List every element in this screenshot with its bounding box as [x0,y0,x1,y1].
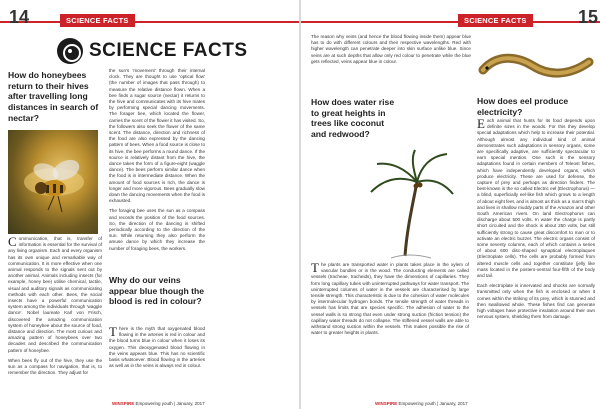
paragraph: the sun's 'movement' through their internal clock. They are thought to use 'optical flow' (the number of images that pass through) to measure the relative distance flown. When a bee finds a sugar source (nectar) it returns to the hive and communicates with its hive mates by performing special dancing movements. The forager bee, which located the flower, carries the scent of the flower it has visited. So, the followers also seek the flower of the same scent. The distance, direction and richness of the food are also expressed by the dancing pattern of bees. When a food source is close to its hive, the bee performs a round dance. If the source is relatively distant from the hive, the dance takes the form of a figure-eight (waggle dance). The bees perform similar dance when the food is in intermediate distance. When the amount of food sources is rich, the dance is longer and more vigorous. Bees gradually slow down the dancing movements when the food is exhausted. [109,68,206,204]
eel-body [477,118,595,325]
paragraph: ach animal that hunts for its food depends upon definite sizes in the woods. For this they develop special adaptations which help to increase their potential. Although almost any individual kind of animal demonstrates such adaptations in sensory organs, some are specifically adaptive, are sufficiently spectacular to earn special mention. One such is the sensory adaptations found in certain members of Teleost fishes, which have independently developed organs, which produce electricity. These are used for defense, the capture of prey and perhaps as direction finders. The best-known is the so called Electric eel (Electrophorus) — a blind, superficially eel-like fish which grows to a length of about eight feet, and is almost as thick as a man's thigh and lives in shallow muddy parts of the Amazon and other South American rivers. On land Electrophorus can discharge about 500 volts. In water the charge is partly short circuited and the shock is about 250 volts, but still sufficiently strong to cause great discomfort to man or to activate an electric buzzer. The electric organs consist of some seventy columns, each of which contains a series of about 600 disc-shaped synaptical electroplaques (Electroplate cells). The cells are probably formed from altered muscle cells and together constitute (jelly like mass located in the postero-ventral four-fifth of the body and tail. [477,118,595,279]
veins-continued [311,34,471,69]
footer-text: Empowering youth | January, 2017 [398,401,468,406]
question-honeybees-title: How do honeybees return to their hives after travelling long distances in search of nectar? [8,70,99,123]
page-number-right: 15 [578,7,599,27]
question-veins-title: Why do our veins appear blue though the blood is red in colour? [109,275,205,307]
honeybees-column-1 [8,236,102,380]
header-rule [301,21,600,23]
honeybee-photo [8,130,98,234]
question-water-title: How does water rise to great heights in trees like coconut and redwood? [311,97,395,140]
eel-photo [477,40,595,90]
paragraph: The reason why veins (and hence the blood flowing inside them) appear blue has to do with different colours and their respective wavelengths. Red with higher wavelength can penetrate deeper into skin surface unlike blue. Since veins are at such depths that allow only red colour to penetrate while the blue gets reflected, veins appear blue in colour. [311,34,471,64]
page-number-left: 14 [9,7,30,27]
paragraph: The foraging bee uses the sun as a compass and records the position of the food sources. So, the direction of the dancing is shifted periodically according to the direction of the sun. While returning they also perform the amuse dance by which they increase the number of foraging bees, the workers. [109,208,205,251]
veins-body [109,326,205,373]
drop-cap: C [8,234,17,249]
header-rule [0,21,299,23]
honeybees-column-2b [109,68,205,256]
right-page [301,0,600,409]
paragraph: Each electroplate is innervated and shocks are normally transmitted only when the fish is enclosed or when it comes within the striking of its prey, which is stunned and then swallowed whole. These fishes find can generate high voltages have protective insulation around their own nervous system, shielding them from damage. [477,283,595,320]
footer-brand: WINSPIRE [375,401,398,406]
question-eel-title: How does eel produce electricity? [477,96,569,117]
paragraph: When bees fly out of the hive, they use the sun as a compass for navigation, that is, to remember the direction. They adjust for [8,357,102,376]
drop-cap: E [477,116,485,131]
footer-text: Empowering youth | January, 2017 [135,401,205,406]
section-banner [57,38,248,64]
footer-right [375,401,468,406]
water-body [311,262,469,340]
footer-left [112,401,205,406]
section-tag-left: SCIENCE FACTS [60,14,135,27]
paragraph: he plants are transported water in plants takes place in the xylem of vascular bundles or in the wood. The conducting elements are called vessels (tracheae, tracheids), they have the dimensions of capillaries. They form long capillary tubes with uninterrupted pathways for water transport. The uninterrupted columns of water in the vessels are characterised by large tensile strength. This characteristic is due to the cohesion of water molecules by intermolecular hydrogen bonds. The tensile strength of water threads in vessels has limits that are species specific. The adhesion of water to the vessel walls is so strong that even under strong suction (friction tension) the capillary water threads do not collapse. The stiffened vessel walls are able to withstand strong suction within the vessels. This makes possible the rise of water to greater heights in plants. [311,262,469,336]
science-logo-icon [57,38,83,64]
banner-title: SCIENCE FACTS [89,40,248,61]
paragraph: here is the myth that oxygenated blood flowing in the arteries is red in colour and the blood turns blue in colour when it loses its oxygen. This deoxygenated blood flowing in the veins appears blue. This has no scientific basis whatsoever. Blood flowing in the arteries as well as in the veins is always red in colour. [109,326,205,369]
paragraph: ommunication, that is, transfer of information is essential for the survival of any living organism. Each and every organism has its own unique and remarkable way of communication. It is more effective when one animal responds to the signals sent out by another animal. Animals including insects (for example, honey bee) utilise chemical, tactile, visual and auditory signals as communicating methods with each other. Bees, the social insects have a powerful communication system among the individuals through 'waggle dance'. Nobel laureate Karl von Frisch, discovered the amazing communication system of honeybee about the source of food, distance and direction. The most curious and amazing pattern of honeybees over two decades and described the communication pattern of honeybee. [8,236,102,353]
drop-cap: T [311,260,319,275]
palm-tree-illustration [361,148,457,260]
drop-cap: T [109,324,117,339]
section-tag-right: SCIENCE FACTS [458,14,533,27]
left-page [0,0,299,409]
footer-brand: WINSPIRE [112,401,135,406]
